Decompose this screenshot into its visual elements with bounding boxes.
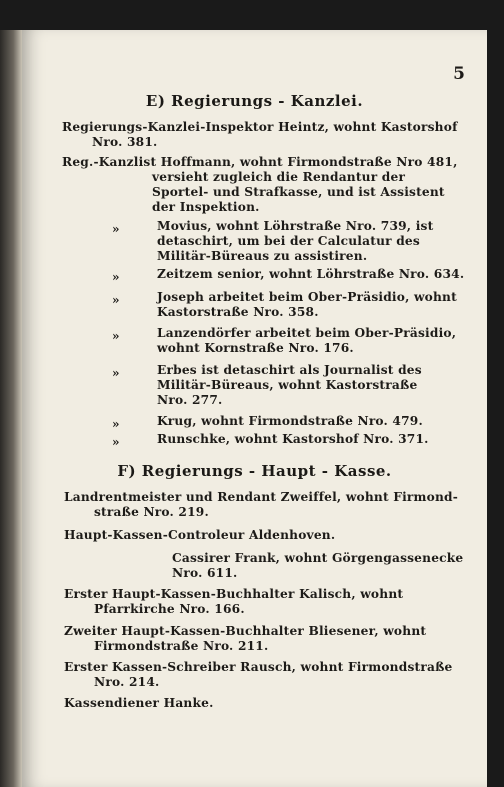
entry-line: Zeitzem senior, wohnt Löhrstraße Nro. 634. <box>157 267 465 281</box>
entry-line: der Inspektion. <box>152 200 260 214</box>
entry-line: Krug, wohnt Firmondstraße Nro. 479. <box>157 414 423 428</box>
entry-e-8 <box>157 414 423 429</box>
entry-line: Kassendiener Hanke. <box>64 696 214 710</box>
entry-line: wohnt Kornstraße Nro. 176. <box>157 341 354 355</box>
entry-e-4 <box>157 267 464 282</box>
ditto-mark: » <box>112 293 120 307</box>
ditto-mark: » <box>112 329 120 343</box>
page-number: 5 <box>453 64 465 84</box>
entry-line: Sportel- und Strafkasse, und ist Assistent <box>152 185 445 199</box>
entry-line: Firmondstraße Nro. 211. <box>94 639 269 653</box>
entry-line: versieht zugleich die Rendantur der <box>152 170 406 184</box>
entry-line: Pfarrkirche Nro. 166. <box>94 602 245 616</box>
entry-line: Lanzendörfer arbeitet beim Ober-Präsidio, <box>157 326 457 340</box>
entry-line: Joseph arbeitet beim Ober-Präsidio, wohnt <box>157 290 457 304</box>
entry-line: Runschke, wohnt Kastorshof Nro. 371. <box>157 432 429 446</box>
entry-e-5 <box>157 290 457 320</box>
entry-line: Cassirer Frank, wohnt Görgengassenecke <box>172 551 464 565</box>
ditto-mark: » <box>112 366 120 380</box>
entry-f-1 <box>64 490 458 520</box>
entry-line: Reg.-Kanzlist Hoffmann, wohnt Firmondstraße Nro 481, <box>62 155 458 169</box>
entry-line: Haupt-Kassen-Controleur Aldenhoven. <box>64 528 336 542</box>
entry-line: Militär-Büreaus zu assistiren. <box>157 249 368 263</box>
entry-e-2 <box>62 155 458 215</box>
entry-f-6 <box>64 660 452 690</box>
binding-edge <box>0 30 22 787</box>
entry-line: Erbes ist detaschirt als Journalist des <box>157 363 422 377</box>
entry-f-4 <box>64 587 403 617</box>
entry-line: Regierungs-Kanzlei-Inspektor Heintz, wohnt Kastorshof <box>62 120 458 134</box>
entry-f-2 <box>64 528 335 543</box>
entry-e-9 <box>157 432 429 447</box>
entry-line: Zweiter Haupt-Kassen-Buchhalter Bliesener, wohnt <box>64 624 427 638</box>
entry-e-6 <box>157 326 456 356</box>
entry-e-7 <box>157 363 422 408</box>
section-e-heading: E) Regierungs - Kanzlei. <box>145 92 364 110</box>
entry-line: Movius, wohnt Löhrstraße Nro. 739, ist <box>157 219 434 233</box>
entry-line: Erster Haupt-Kassen-Buchhalter Kalisch, wohnt <box>64 587 404 601</box>
entry-f-7 <box>64 696 214 711</box>
entry-line: Kastorstraße Nro. 358. <box>157 305 319 319</box>
entry-line: straße Nro. 219. <box>94 505 209 519</box>
entry-line: Landrentmeister und Rendant Zweiffel, wohnt Firmond- <box>64 490 458 504</box>
entry-line: Militär-Büreaus, wohnt Kastorstraße <box>157 378 418 392</box>
entry-line: Nro. 214. <box>94 675 160 689</box>
ditto-mark: » <box>112 270 120 284</box>
entry-line: Nro. 611. <box>172 566 238 580</box>
section-f-heading: F) Regierungs - Haupt - Kasse. <box>117 462 392 480</box>
book-page <box>22 30 487 787</box>
entry-f-5 <box>64 624 426 654</box>
entry-e-1 <box>62 120 458 150</box>
entry-line: Erster Kassen-Schreiber Rausch, wohnt Firmondstraße <box>64 660 453 674</box>
entry-line: detaschirt, um bei der Calculatur des <box>157 234 420 248</box>
ditto-mark: » <box>112 435 120 449</box>
entry-line: Nro. 381. <box>92 135 158 149</box>
ditto-mark: » <box>112 417 120 431</box>
ditto-mark: » <box>112 222 120 236</box>
entry-e-3 <box>157 219 433 264</box>
entry-line: Nro. 277. <box>157 393 223 407</box>
entry-f-3 <box>172 551 463 581</box>
